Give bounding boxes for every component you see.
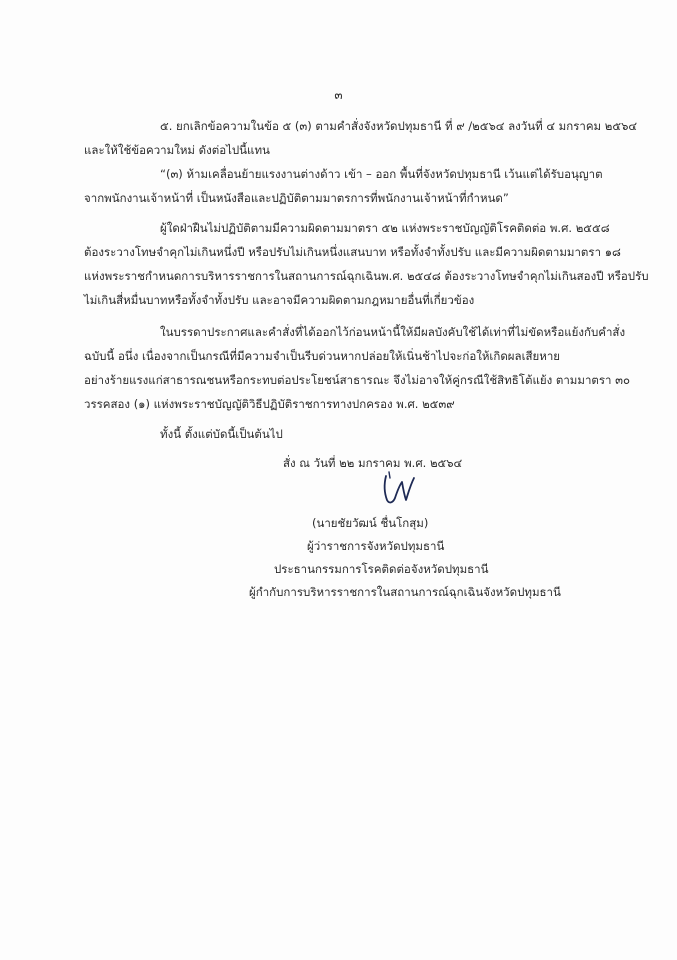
penalty-line-3: แห่งพระราชกำหนดการบริหารราชการในสถานการณ์ฉุกเฉินพ.ศ. ๒๕๔๘ ต้องระวางโทษจำคุกไม่เกินสองปี หรือปรับ	[84, 269, 649, 283]
urgency-line-4: วรรคสอง (๑) แห่งพระราชบัญญัติวิธีปฏิบัติราชการทางปกครอง พ.ศ. ๒๕๓๙	[84, 397, 455, 411]
ordered-date: สั่ง ณ วันที่ ๒๒ มกราคม พ.ศ. ๒๕๖๔	[283, 456, 463, 470]
signer-title-emergency: ผู้กำกับการบริหารราชการในสถานการณ์ฉุกเฉินจังหวัดปทุมธานี	[249, 585, 561, 599]
urgency-line-2: ฉบับนี้ อนึ่ง เนื่องจากเป็นกรณีที่มีความจำเป็นรีบด่วนหากปล่อยให้เนิ่นช้าไปจะก่อให้เกิดผลเสียหาย	[84, 349, 561, 363]
effective-statement: ทั้งนี้ ตั้งแต่บัดนี้เป็นต้นไป	[160, 427, 283, 441]
item5-line-1: ๕. ยกเลิกข้อความในข้อ ๕ (๓) ตามคำสั่งจังหวัดปทุมธานี ที่ ๙ /๒๕๖๔ ลงวันที่ ๔ มกราคม ๒๕๖๔	[160, 119, 638, 133]
quote-line-1: “(๓) ห้ามเคลื่อนย้ายแรงงานต่างด้าว เข้า – ออก พื้นที่จังหวัดปทุมธานี เว้นแต่ได้รับอนุญาต	[160, 167, 603, 181]
signer-title-governor: ผู้ว่าราชการจังหวัดปทุมธานี	[307, 539, 445, 553]
signer-name: (นายชัยวัฒน์ ชื่นโกสุม)	[312, 516, 429, 530]
signer-title-committee: ประธานกรรมการโรคติดต่อจังหวัดปทุมธานี	[274, 562, 489, 576]
handwritten-signature	[378, 470, 418, 510]
penalty-line-1: ผู้ใดฝ่าฝืนไม่ปฏิบัติตามมีความผิดตามมาตรา ๕๒ แห่งพระราชบัญญัติโรคติดต่อ พ.ศ. ๒๕๕๘	[160, 221, 610, 235]
penalty-line-2: ต้องระวางโทษจำคุกไม่เกินหนึ่งปี หรือปรับไม่เกินหนึ่งแสนบาท หรือทั้งจำทั้งปรับ และมีความผิดตามมาตรา ๑๘	[84, 245, 621, 259]
penalty-line-4: ไม่เกินสี่หมื่นบาทหรือทั้งจำทั้งปรับ และอาจมีความผิดตามกฎหมายอื่นที่เกี่ยวข้อง	[84, 293, 475, 307]
urgency-line-3: อย่างร้ายแรงแก่สาธารณชนหรือกระทบต่อประโยชน์สาธารณะ จึงไม่อาจให้คู่กรณีใช้สิทธิโต้แย้ง ตามมาตรา ๓๐	[84, 373, 631, 387]
item5-line-2: และให้ใช้ข้อความใหม่ ดังต่อไปนี้แทน	[84, 143, 270, 157]
quote-line-2: จากพนักงานเจ้าหน้าที่ เป็นหนังสือและปฏิบัติตามมาตรการที่พนักงานเจ้าหน้าที่กำหนด”	[84, 191, 509, 205]
page-number: ๓	[334, 88, 343, 102]
urgency-line-1: ในบรรดาประกาศและคำสั่งที่ได้ออกไว้ก่อนหน้านี้ให้มีผลบังคับใช้ได้เท่าที่ไม่ขัดหรือแย้งกับคำสั่ง	[160, 325, 626, 339]
